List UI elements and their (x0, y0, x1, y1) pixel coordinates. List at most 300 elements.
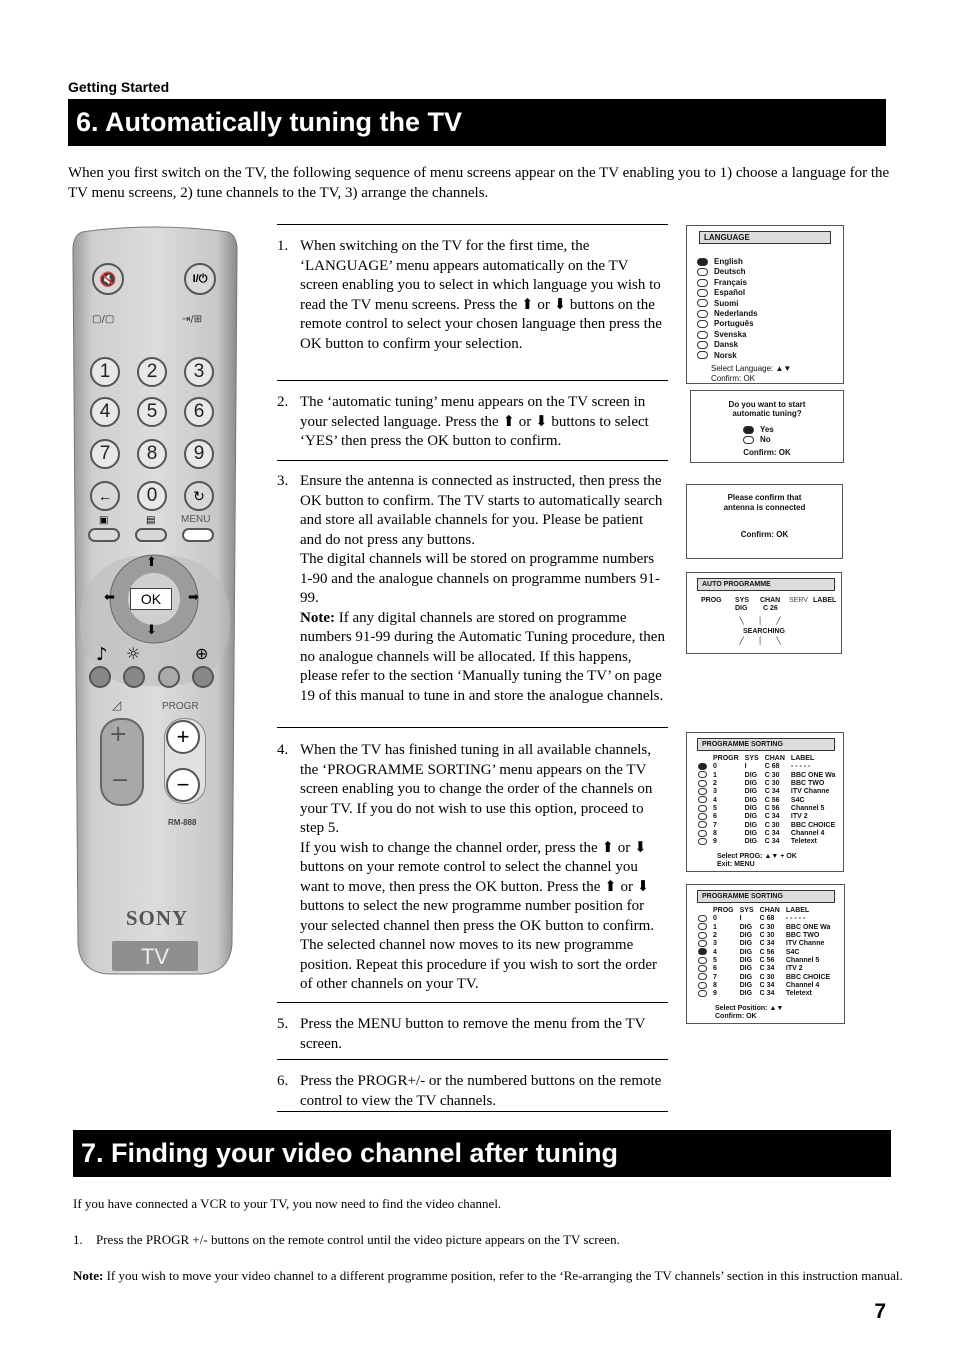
table-cell: I (744, 763, 747, 771)
table-cell: Teletext (785, 990, 812, 998)
language-option-label: Español (714, 288, 746, 298)
section-7-note-text: If you wish to move your video channel to a different programme position, refer to the ‘Re-arranging the TV channels’ section in this instruction manual. (103, 1268, 903, 1283)
steps-list (277, 224, 668, 1112)
table-cell: 1 (713, 923, 717, 931)
brand-logo: SONY (125, 906, 189, 930)
table-cell: 3 (713, 940, 717, 948)
table-cell: C 34 (759, 965, 775, 973)
auto-tuning-question-line-1: Do you want to start (728, 400, 806, 409)
number-button-6: 6 (184, 397, 214, 427)
menu-label: MENU (181, 514, 211, 525)
programme-sorting-table (695, 755, 838, 846)
step-number: 1. (277, 238, 289, 254)
timer-icon: ⊕ (195, 644, 209, 663)
sorting-footer-exit: Exit: MENU (717, 861, 755, 868)
bullet-icon (698, 957, 707, 964)
table-cell (695, 788, 710, 796)
table-row (695, 838, 838, 846)
step-number: 3. (277, 473, 289, 489)
table-cell: C 56 (759, 956, 775, 964)
bullet-icon (698, 932, 707, 939)
table-row (695, 788, 838, 796)
step-note (300, 609, 668, 707)
language-option (697, 309, 758, 320)
auto-programme-header-serv: SERV (789, 597, 808, 604)
table-row (695, 940, 833, 948)
green-button (123, 666, 145, 688)
selected-bullet-icon (698, 948, 707, 955)
table-cell: 7 (713, 821, 717, 829)
number-button-0: 0 (137, 481, 167, 511)
table-cell: DIG (744, 838, 758, 846)
section-7-step (73, 1231, 891, 1249)
programme-sorting-position-screen (686, 884, 845, 1024)
table-cell: BBC ONE Wa (790, 771, 836, 779)
table-cell (695, 915, 710, 923)
table-cell: Channel 4 (790, 829, 825, 837)
searching-rays-icon-bottom: ╱ │ ╲ (739, 637, 787, 645)
bullet-icon (698, 923, 707, 930)
table-cell: C 30 (759, 973, 775, 981)
bullet-icon (697, 351, 708, 359)
table-cell: 6 (713, 965, 717, 973)
table-cell: Channel 4 (785, 981, 820, 989)
bullet-icon (697, 268, 708, 276)
number-button-4: 4 (90, 397, 120, 427)
bullet-icon (698, 780, 707, 787)
yes-label: Yes (760, 425, 774, 434)
bullet-icon (697, 310, 708, 318)
table-cell: C 30 (759, 931, 775, 939)
step-text: When switching on the TV for the first time, the ‘LANGUAGE’ menu appears automatically on the TV screen enabling you to select in which language you wish to read the TV menu screens. Press the ⬆ or ⬇ buttons on the remote control to select your chosen language then press the OK button to confirm your selection. (300, 238, 662, 352)
table-cell: S4C (785, 948, 800, 956)
table-header-cell: PROGR (713, 755, 739, 762)
table-cell: BBC CHOICE (790, 821, 836, 829)
table-cell: DIG (744, 788, 758, 796)
table-cell (695, 763, 710, 771)
picture-icon: ☼ (126, 644, 141, 663)
table-row (695, 780, 838, 788)
language-option (697, 351, 737, 362)
table-cell (695, 796, 710, 804)
language-option-label: Português (714, 319, 754, 329)
language-footer-select: Select Language: ▲▼ (711, 364, 792, 373)
language-option (697, 319, 754, 330)
language-option (697, 340, 738, 351)
note-text: If any digital channels are stored on programme numbers 91-99 during the Automatic Tuning procedure, then no analogue channels will be allocated. If this happens, please refer to the section ‘Manually tuning the TV’ on page 19 of this manual to tune in and store the analogue channels. (300, 609, 665, 704)
auto-tuning-screen (690, 390, 844, 463)
bullet-icon (697, 331, 708, 339)
table-cell: BBC TWO (790, 779, 825, 787)
table-header-row (695, 907, 833, 915)
auto-programme-header-label: LABEL (813, 597, 837, 604)
bullet-icon (698, 982, 707, 989)
section-7-title: 7. Finding your video channel after tuning (73, 1130, 891, 1177)
auto-programme-header-chan: CHAN (760, 597, 781, 604)
info-icon: ▢/▢ (92, 314, 115, 325)
table-cell (695, 982, 710, 990)
bullet-icon (698, 990, 707, 997)
step-3 (277, 460, 668, 727)
table-row (695, 805, 838, 813)
bullet-icon (697, 279, 708, 287)
table-header-cell (695, 907, 710, 915)
table-cell (695, 813, 710, 821)
note-label: Note: (300, 609, 335, 626)
language-option (697, 299, 738, 310)
table-row (695, 821, 838, 829)
section-7-step-number: 1. (73, 1232, 83, 1247)
antenna-line-1: Please confirm that (727, 493, 802, 502)
section-label: Getting Started (68, 79, 170, 95)
section-7-note-label: Note: (73, 1268, 104, 1283)
step-1 (277, 224, 668, 380)
table-cell: ITV 2 (785, 965, 803, 973)
table-cell: DIG (739, 923, 753, 931)
table-cell: C 30 (759, 923, 775, 931)
table-cell (695, 838, 710, 846)
auto-tuning-question-line-2: automatic tuning? (732, 409, 802, 418)
table-cell: - - - - - (790, 763, 811, 771)
progr-label: PROGR (162, 701, 199, 712)
tv-label: TV (140, 944, 170, 969)
selected-bullet-icon (697, 258, 708, 266)
auto-programme-title: AUTO PROGRAMME (697, 578, 835, 591)
bullet-icon (698, 771, 707, 778)
table-header-cell: CHAN (759, 907, 780, 914)
table-cell (695, 973, 710, 981)
table-cell (695, 923, 710, 931)
table-header-cell: CHAN (764, 755, 785, 762)
table-cell: C 56 (764, 796, 780, 804)
language-option (697, 257, 743, 268)
step-text-2: If you wish to change the channel order, press the ⬆ or ⬇ buttons on your remote control to select the channel you want to move, then press the OK button. Press the ⬆ or ⬇ buttons to select the new programme number position for your selected channel then press the OK button to confirm. The selected channel now moves to its new programme position. Repeat this procedure if you wish to sort the order of other channels on your TV. (300, 839, 658, 992)
table-cell: DIG (739, 931, 753, 939)
table-row (695, 990, 833, 998)
table-row (695, 813, 838, 821)
table-row (695, 771, 838, 779)
table-cell: C 68 (759, 915, 775, 923)
table-cell: DIG (744, 821, 758, 829)
auto-tuning-confirm: Confirm: OK (743, 448, 791, 457)
selected-bullet-icon (698, 763, 707, 770)
table-cell: 9 (713, 990, 717, 998)
table-cell: Teletext (790, 838, 817, 846)
searching-rays-icon: ╲ │ ╱ (739, 617, 787, 625)
step-text: Press the MENU button to remove the menu from the TV screen. (300, 1016, 646, 1052)
table-cell: 1 (713, 771, 717, 779)
table-row (695, 957, 833, 965)
table-cell (695, 805, 710, 813)
step-number: 5. (277, 1016, 289, 1032)
bullet-icon (697, 320, 708, 328)
number-button-1: 1 (90, 357, 120, 387)
table-cell: 6 (713, 813, 717, 821)
sorting-position-footer-select: Select Position: ▲▼ (715, 1005, 784, 1012)
bullet-icon (698, 940, 707, 947)
auto-programme-chan: C 26 (763, 605, 778, 612)
table-cell: ITV Channe (790, 788, 830, 796)
table-header-cell (695, 755, 710, 763)
table-row (695, 982, 833, 990)
up-arrow-icon: ⬆ (146, 555, 157, 570)
table-cell: Channel 5 (785, 956, 820, 964)
table-header-cell: SYS (744, 755, 759, 762)
table-cell: C 56 (759, 948, 775, 956)
table-row (695, 796, 838, 804)
ok-button: OK (130, 588, 172, 610)
number-button-8: 8 (137, 439, 167, 469)
blue-button (192, 666, 214, 688)
language-option-label: Nederlands (714, 309, 758, 318)
bullet-icon (698, 830, 707, 837)
model-label: RM-888 (168, 818, 197, 827)
table-cell: DIG (744, 813, 758, 821)
table-cell (695, 771, 710, 779)
bullet-icon (697, 299, 708, 307)
no-label: No (760, 435, 771, 444)
page-number: 7 (874, 1300, 886, 1323)
language-option-label: Dansk (714, 340, 739, 350)
table-row (695, 948, 833, 956)
table-cell: - - - - - (785, 915, 806, 923)
table-cell: 0 (713, 763, 717, 771)
table-cell: ITV 2 (790, 813, 808, 821)
table-cell: 0 (713, 915, 717, 923)
table-cell (695, 821, 710, 829)
teletext-icon: ▣ (99, 515, 109, 526)
bullet-icon (698, 965, 707, 972)
table-row (695, 915, 833, 923)
refresh-button: ↻ (184, 481, 214, 511)
table-cell (695, 780, 710, 788)
language-option (697, 330, 746, 341)
step-number: 6. (277, 1073, 289, 1089)
section-7-intro: If you have connected a VCR to your TV, you now need to find the video channel. (73, 1196, 502, 1211)
table-cell (695, 965, 710, 973)
yes-option (743, 425, 774, 434)
table-cell: C 34 (759, 990, 775, 998)
step-number: 2. (277, 394, 289, 410)
right-arrow-icon: ➡ (188, 590, 199, 605)
volume-plus-icon: + (109, 722, 128, 747)
table-cell: 2 (713, 779, 717, 787)
table-row (695, 973, 833, 981)
step-text-2: The digital channels will be stored on programme numbers 1-90 and the analogue channels on programme numbers 91-99. (300, 551, 660, 606)
sorting-footer-select: Select PROG: ▲▼ + OK (717, 853, 797, 860)
bullet-icon (743, 436, 754, 444)
table-cell: C 34 (764, 813, 780, 821)
table-cell (695, 957, 710, 965)
number-button-2: 2 (137, 357, 167, 387)
step-text: The ‘automatic tuning’ menu appears on the TV screen in your selected language. Press the ⬆ or ⬇ buttons to select ‘YES’ then press the OK button to confirm. (300, 394, 649, 449)
language-menu-screen (686, 225, 844, 384)
programme-sorting-title: PROGRAMME SORTING (697, 738, 835, 751)
progr-minus-button: − (166, 768, 200, 802)
number-button-7: 7 (90, 439, 120, 469)
table-cell: 8 (713, 829, 717, 837)
table-row (695, 923, 833, 931)
table-cell: C 68 (764, 763, 780, 771)
text-icon: ▤ (146, 515, 156, 526)
auto-programme-header-sys: SYS (735, 597, 750, 604)
table-cell: 2 (713, 931, 717, 939)
step-number: 4. (277, 742, 289, 758)
table-header-cell: SYS (739, 907, 754, 914)
table-cell: DIG (744, 771, 758, 779)
section-7-note (73, 1267, 909, 1285)
table-cell: DIG (744, 804, 758, 812)
language-option (697, 278, 747, 289)
bullet-icon (698, 973, 707, 980)
section-6-title: 6. Automatically tuning the TV (68, 99, 886, 146)
bullet-icon (697, 289, 708, 297)
table-cell: C 30 (764, 779, 780, 787)
table-cell (695, 830, 710, 838)
step-6 (277, 1059, 668, 1112)
searching-label: SEARCHING (742, 628, 785, 635)
selected-bullet-icon (743, 426, 754, 434)
table-header-cell: PROG (713, 907, 734, 914)
bullet-icon (698, 805, 707, 812)
language-option-label: Svenska (714, 329, 747, 339)
bullet-icon (698, 813, 707, 820)
table-cell: 3 (713, 788, 717, 796)
teletext-button (88, 528, 120, 542)
language-option-label: Suomi (714, 298, 739, 308)
table-cell: C 30 (764, 771, 780, 779)
language-option (697, 267, 746, 278)
sound-icon: ♪ (96, 644, 108, 665)
yellow-button (158, 666, 180, 688)
table-cell (695, 940, 710, 948)
auto-programme-sys: DIG (735, 605, 748, 612)
section-7-step-text: Press the PROGR +/- buttons on the remote control until the video picture appears on the TV screen. (96, 1232, 620, 1247)
auto-programme-screen (686, 572, 842, 654)
bullet-icon (698, 788, 707, 795)
language-option-label: Deutsch (714, 267, 746, 277)
table-cell (695, 932, 710, 940)
language-option-label: English (714, 257, 743, 266)
number-button-3: 3 (184, 357, 214, 387)
step-2 (277, 380, 668, 460)
table-cell: C 34 (764, 838, 780, 846)
progr-plus-button: + (166, 720, 200, 754)
mute-button: 🔇 (92, 263, 124, 295)
bullet-icon (698, 821, 707, 828)
table-cell: C 30 (764, 821, 780, 829)
bullet-icon (698, 838, 707, 845)
table-cell: DIG (739, 965, 753, 973)
number-button-9: 9 (184, 439, 214, 469)
table-cell: C 34 (759, 940, 775, 948)
table-cell: BBC CHOICE (785, 973, 831, 981)
bullet-icon (697, 341, 708, 349)
volume-icon: ◿ (112, 698, 122, 712)
table-header-cell: LABEL (785, 907, 810, 914)
table-cell: 9 (713, 838, 717, 846)
language-option-label: Français (714, 277, 747, 287)
table-cell: DIG (739, 940, 753, 948)
input-icon: ⇥/⊞ (182, 314, 203, 325)
table-cell: ITV Channe (785, 940, 825, 948)
section-6-intro: When you first switch on the TV, the following sequence of menu screens appear on the TV enabling you to 1) choose a language for the TV menu screens, 2) tune channels to the TV, 3) arrange the channels. (68, 165, 890, 201)
language-option (697, 288, 745, 299)
table-cell: C 34 (764, 829, 780, 837)
table-cell: 5 (713, 956, 717, 964)
programme-sorting-position-table (695, 907, 833, 998)
table-row (695, 932, 833, 940)
table-row (695, 763, 838, 771)
table-cell: DIG (739, 990, 753, 998)
antenna-confirm-screen (686, 484, 843, 559)
sorting-position-footer-confirm: Confirm: OK (715, 1013, 757, 1020)
table-cell: 4 (713, 796, 717, 804)
step-4 (277, 727, 668, 1002)
table-cell: BBC TWO (785, 931, 820, 939)
table-cell (695, 990, 710, 998)
table-header-row (695, 755, 838, 763)
language-option-label: Norsk (714, 350, 737, 360)
table-cell: 5 (713, 804, 717, 812)
table-cell: DIG (739, 973, 753, 981)
language-menu-title: LANGUAGE (699, 231, 831, 244)
step-text: When the TV has finished tuning in all available channels, the ‘PROGRAMME SORTING’ menu appears on the TV screen enabling you to change the order of the channels on your TV. If you do not wish to use this option, proceed to step 5. (300, 742, 653, 836)
no-option (743, 435, 771, 444)
language-footer-confirm: Confirm: OK (711, 374, 756, 383)
table-cell: Channel 5 (790, 804, 825, 812)
table-cell: C 34 (759, 981, 775, 989)
table-cell: DIG (744, 829, 758, 837)
table-row (695, 965, 833, 973)
step-text: Ensure the antenna is connected as instructed, then press the OK button to confirm. The TV starts to automatically search and store all available channels for you. Please be patient and do not press any buttons. (300, 473, 663, 548)
programme-sorting-position-title: PROGRAMME SORTING (697, 890, 835, 903)
table-cell (695, 948, 710, 956)
step-5 (277, 1002, 668, 1059)
back-button: ← (90, 481, 120, 511)
table-cell: 7 (713, 973, 717, 981)
table-cell: DIG (744, 779, 758, 787)
table-header-cell: LABEL (790, 755, 815, 762)
volume-minus-icon: − (111, 768, 130, 793)
menu-button (182, 528, 214, 542)
table-row (695, 830, 838, 838)
number-button-5: 5 (137, 397, 167, 427)
table-cell: 4 (713, 948, 717, 956)
table-cell: I (739, 915, 742, 923)
antenna-confirm: Confirm: OK (740, 530, 789, 539)
table-cell: DIG (739, 981, 753, 989)
power-button: I/⏻ (184, 263, 216, 295)
table-cell: DIG (739, 948, 753, 956)
table-cell: S4C (790, 796, 805, 804)
table-cell: DIG (739, 956, 753, 964)
step-text: Press the PROGR+/- or the numbered buttons on the remote control to view the TV channels. (300, 1073, 662, 1109)
table-cell: DIG (744, 796, 758, 804)
remote-control-illustration (72, 224, 238, 976)
table-cell: C 56 (764, 804, 780, 812)
table-cell: 8 (713, 981, 717, 989)
programme-sorting-screen (686, 732, 844, 872)
antenna-line-2: antenna is connected (723, 503, 806, 512)
left-arrow-icon: ⬅ (104, 590, 115, 605)
bullet-icon (698, 915, 707, 922)
table-cell: C 34 (764, 788, 780, 796)
red-button (89, 666, 111, 688)
table-cell: BBC ONE Wa (785, 923, 831, 931)
down-arrow-icon: ⬇ (146, 623, 157, 638)
text-button (135, 528, 167, 542)
